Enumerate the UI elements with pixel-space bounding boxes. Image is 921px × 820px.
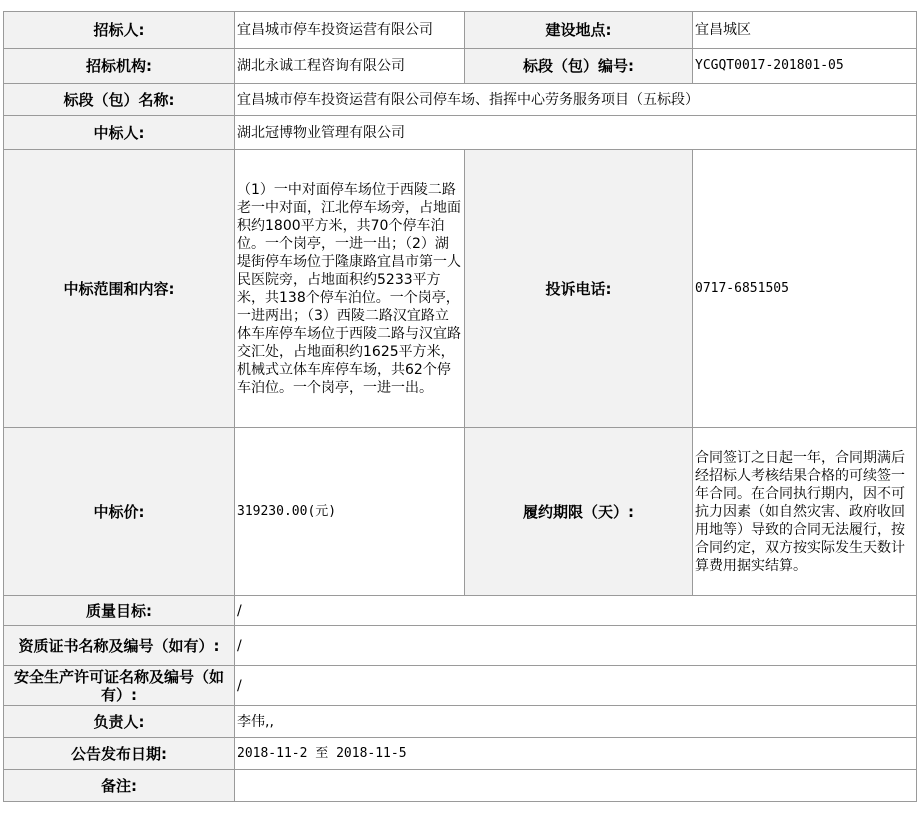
row-lot-name [4, 84, 917, 116]
label-tenderer: 招标人: [4, 12, 235, 49]
row-agency [4, 49, 917, 84]
award-announcement-table [3, 11, 917, 802]
value-winner: 湖北冠博物业管理有限公司 [235, 116, 917, 150]
label-manager: 负责人: [4, 706, 235, 738]
label-publish-date: 公告发布日期: [4, 738, 235, 770]
label-agency: 招标机构: [4, 49, 235, 84]
row-price [4, 428, 917, 596]
label-remarks: 备注: [4, 770, 235, 802]
value-agency: 湖北永诚工程咨询有限公司 [235, 49, 465, 84]
row-safety [4, 666, 917, 706]
label-lot-name: 标段（包）名称: [4, 84, 235, 116]
value-remarks [235, 770, 917, 802]
value-period: 合同签订之日起一年，合同期满后经招标人考核结果合格的可续签一年合同。在合同执行期内，因不可抗力因素（如自然灾害、政府收回用地等）导致的合同无法履行，按合同约定，双方按实际发生天数计算费用据实结算。 [693, 428, 917, 596]
value-lot-name: 宜昌城市停车投资运营有限公司停车场、指挥中心劳务服务项目（五标段） [235, 84, 917, 116]
row-scope [4, 150, 917, 428]
label-winner: 中标人: [4, 116, 235, 150]
value-publish-date: 2018-11-2 至 2018-11-5 [235, 738, 917, 770]
value-site: 宜昌城区 [693, 12, 917, 49]
row-winner [4, 116, 917, 150]
value-scope: （1）一中对面停车场位于西陵二路老一中对面，江北停车场旁，占地面积约1800平方米，共70个停车泊位。一个岗亭，一进一出；（2）湖堤街停车场位于隆康路宜昌市第一人民医院旁，占地面积约5233平方米，共138个停车泊位。一个岗亭，一进两出；（3）西陵二路汉宜路立体车库停车场位于西陵二路与汉宜路交汇处，占地面积约1625平方米，机械式立体车库停车场，共62个停车泊位。一个岗亭，一进一出。 [235, 150, 465, 428]
label-complaint-phone: 投诉电话: [465, 150, 693, 428]
label-safety: 安全生产许可证名称及编号（如有）: [4, 666, 235, 706]
label-scope: 中标范围和内容: [4, 150, 235, 428]
label-price: 中标价: [4, 428, 235, 596]
row-publish-date [4, 738, 917, 770]
label-lot-no: 标段（包）编号: [465, 49, 693, 84]
value-complaint-phone: 0717-6851505 [693, 150, 917, 428]
row-manager [4, 706, 917, 738]
value-tenderer: 宜昌城市停车投资运营有限公司 [235, 12, 465, 49]
row-quality [4, 596, 917, 626]
label-period: 履约期限（天）: [465, 428, 693, 596]
row-remarks [4, 770, 917, 802]
row-tenderer [4, 12, 917, 49]
label-quality: 质量目标: [4, 596, 235, 626]
label-site: 建设地点: [465, 12, 693, 49]
value-price: 319230.00(元) [235, 428, 465, 596]
value-safety: / [235, 666, 917, 706]
value-lot-no: YCGQT0017-201801-05 [693, 49, 917, 84]
value-quality: / [235, 596, 917, 626]
row-qualification [4, 626, 917, 666]
label-qualification: 资质证书名称及编号（如有）: [4, 626, 235, 666]
value-manager: 李伟,, [235, 706, 917, 738]
value-qualification: / [235, 626, 917, 666]
